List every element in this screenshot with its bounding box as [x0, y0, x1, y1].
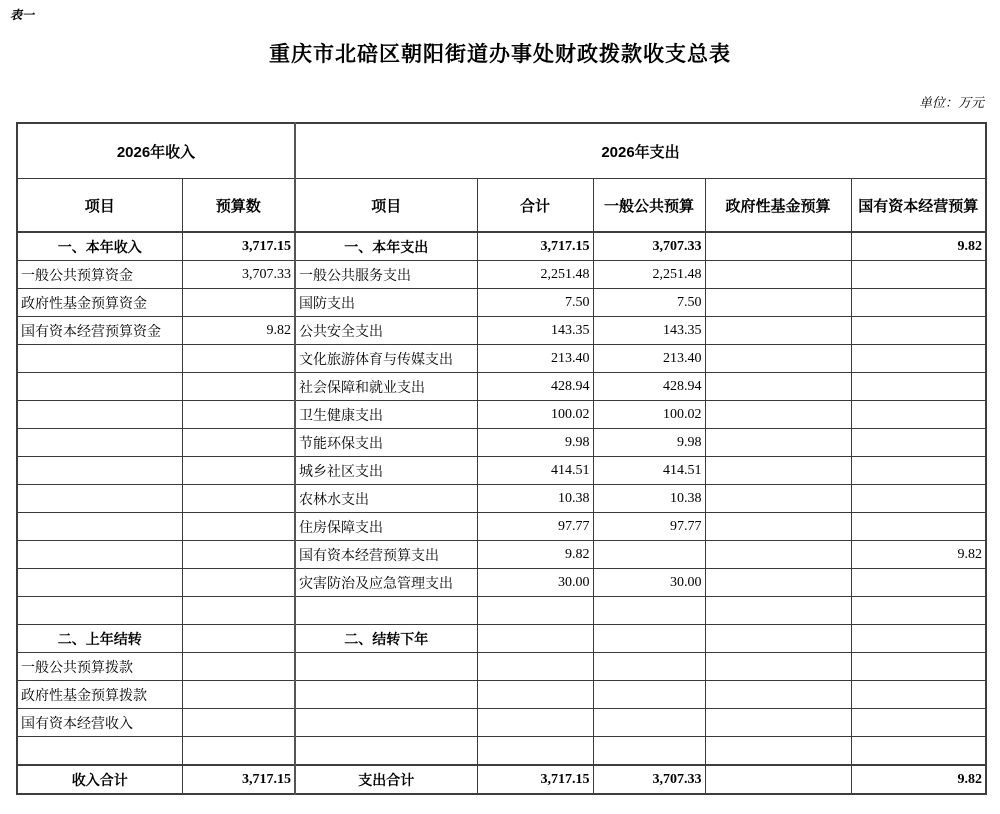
value-cell	[705, 541, 851, 569]
value-cell: 414.51	[593, 457, 705, 485]
table-row	[17, 232, 986, 261]
item-cell: 灾害防治及应急管理支出	[295, 569, 477, 597]
value-cell	[477, 681, 593, 709]
value-cell	[851, 681, 986, 709]
value-cell: 9.82	[851, 232, 986, 261]
value-cell	[182, 625, 295, 653]
value-cell	[593, 737, 705, 766]
value-cell: 3,717.15	[477, 765, 593, 794]
table-row	[17, 317, 986, 345]
table-row	[17, 569, 986, 597]
value-cell: 100.02	[593, 401, 705, 429]
header-row-columns	[17, 179, 986, 233]
value-cell	[477, 709, 593, 737]
item-cell: 政府性基金预算拨款	[17, 681, 182, 709]
value-cell: 9.82	[851, 541, 986, 569]
value-cell	[705, 232, 851, 261]
value-cell: 428.94	[477, 373, 593, 401]
value-cell	[182, 541, 295, 569]
value-cell: 9.98	[593, 429, 705, 457]
value-cell	[182, 289, 295, 317]
table-row	[17, 597, 986, 625]
value-cell: 7.50	[477, 289, 593, 317]
item-cell: 收入合计	[17, 765, 182, 794]
value-cell	[705, 681, 851, 709]
table-header	[17, 123, 986, 232]
item-cell: 国有资本经营预算资金	[17, 317, 182, 345]
item-cell: 城乡社区支出	[295, 457, 477, 485]
value-cell: 2,251.48	[593, 261, 705, 289]
value-cell	[705, 709, 851, 737]
item-cell	[17, 597, 182, 625]
value-cell	[182, 345, 295, 373]
value-cell: 3,707.33	[593, 232, 705, 261]
value-cell: 3,707.33	[593, 765, 705, 794]
value-cell	[182, 597, 295, 625]
value-cell	[182, 457, 295, 485]
expense-group-header: 2026年支出	[295, 123, 986, 179]
value-cell	[705, 485, 851, 513]
item-cell: 二、上年结转	[17, 625, 182, 653]
value-cell: 3,717.15	[182, 765, 295, 794]
item-cell: 文化旅游体育与传媒支出	[295, 345, 477, 373]
value-cell	[182, 401, 295, 429]
value-cell	[851, 289, 986, 317]
table-row	[17, 541, 986, 569]
value-cell: 7.50	[593, 289, 705, 317]
item-cell: 一、本年收入	[17, 232, 182, 261]
value-cell: 213.40	[593, 345, 705, 373]
item-cell	[17, 429, 182, 457]
table-row	[17, 653, 986, 681]
value-cell: 10.38	[477, 485, 593, 513]
value-cell	[182, 569, 295, 597]
item-cell	[295, 709, 477, 737]
value-cell: 9.82	[477, 541, 593, 569]
item-cell: 节能环保支出	[295, 429, 477, 457]
item-cell	[17, 345, 182, 373]
value-cell	[851, 261, 986, 289]
value-cell: 3,707.33	[182, 261, 295, 289]
item-cell: 政府性基金预算资金	[17, 289, 182, 317]
value-cell	[705, 457, 851, 485]
value-cell	[851, 513, 986, 541]
value-cell	[851, 485, 986, 513]
value-cell	[705, 401, 851, 429]
value-cell	[705, 653, 851, 681]
table-row	[17, 345, 986, 373]
value-cell	[851, 373, 986, 401]
page-title: 重庆市北碚区朝阳街道办事处财政拨款收支总表	[269, 43, 731, 66]
table-row	[17, 625, 986, 653]
value-cell	[705, 513, 851, 541]
value-cell	[477, 737, 593, 766]
item-cell: 农林水支出	[295, 485, 477, 513]
value-cell: 97.77	[593, 513, 705, 541]
value-cell	[851, 653, 986, 681]
item-cell: 卫生健康支出	[295, 401, 477, 429]
item-cell	[295, 681, 477, 709]
value-cell	[705, 737, 851, 766]
value-cell: 9.98	[477, 429, 593, 457]
item-cell	[17, 457, 182, 485]
value-cell	[851, 345, 986, 373]
value-cell	[851, 429, 986, 457]
value-cell	[182, 429, 295, 457]
value-cell: 9.82	[182, 317, 295, 345]
value-cell: 10.38	[593, 485, 705, 513]
value-cell	[705, 373, 851, 401]
item-cell: 一、本年支出	[295, 232, 477, 261]
value-cell	[705, 765, 851, 794]
item-cell	[17, 737, 182, 766]
value-cell	[182, 485, 295, 513]
table-row	[17, 401, 986, 429]
value-cell	[182, 709, 295, 737]
value-cell	[477, 625, 593, 653]
item-cell: 公共安全支出	[295, 317, 477, 345]
value-cell	[851, 737, 986, 766]
value-cell	[851, 597, 986, 625]
value-cell	[593, 709, 705, 737]
item-cell	[17, 569, 182, 597]
value-cell: 213.40	[477, 345, 593, 373]
value-cell	[182, 373, 295, 401]
value-cell: 3,717.15	[182, 232, 295, 261]
value-cell	[182, 513, 295, 541]
value-cell: 100.02	[477, 401, 593, 429]
value-cell	[593, 653, 705, 681]
value-cell	[851, 625, 986, 653]
item-cell	[17, 485, 182, 513]
item-cell: 一般公共预算拨款	[17, 653, 182, 681]
budget-summary-table	[16, 122, 987, 795]
col-header-budget-amount: 预算数	[182, 179, 295, 233]
value-cell: 30.00	[593, 569, 705, 597]
table-row	[17, 765, 986, 794]
value-cell: 30.00	[477, 569, 593, 597]
value-cell: 3,717.15	[477, 232, 593, 261]
value-cell	[705, 569, 851, 597]
value-cell	[182, 737, 295, 766]
income-group-header: 2026年收入	[17, 123, 295, 179]
table-row	[17, 373, 986, 401]
value-cell	[851, 709, 986, 737]
item-cell: 一般公共服务支出	[295, 261, 477, 289]
item-cell: 二、结转下年	[295, 625, 477, 653]
value-cell: 143.35	[593, 317, 705, 345]
value-cell: 2,251.48	[477, 261, 593, 289]
value-cell	[182, 653, 295, 681]
item-cell: 国防支出	[295, 289, 477, 317]
item-cell	[17, 401, 182, 429]
col-header-income-item: 项目	[17, 179, 182, 233]
col-header-state-capital-budget: 国有资本经营预算	[851, 179, 986, 233]
col-header-total: 合计	[477, 179, 593, 233]
table-row	[17, 289, 986, 317]
value-cell	[593, 681, 705, 709]
value-cell	[705, 597, 851, 625]
value-cell	[593, 625, 705, 653]
unit-note: 单位：万元	[918, 96, 984, 111]
value-cell: 9.82	[851, 765, 986, 794]
value-cell	[851, 401, 986, 429]
value-cell	[851, 457, 986, 485]
item-cell: 国有资本经营收入	[17, 709, 182, 737]
item-cell: 国有资本经营预算支出	[295, 541, 477, 569]
value-cell	[705, 345, 851, 373]
table-row	[17, 261, 986, 289]
item-cell	[295, 653, 477, 681]
col-header-general-public-budget: 一般公共预算	[593, 179, 705, 233]
value-cell	[477, 597, 593, 625]
item-cell: 社会保障和就业支出	[295, 373, 477, 401]
value-cell	[477, 653, 593, 681]
value-cell: 428.94	[593, 373, 705, 401]
table-row	[17, 513, 986, 541]
value-cell	[705, 429, 851, 457]
item-cell	[295, 737, 477, 766]
value-cell	[705, 317, 851, 345]
table-number-label: 表一	[10, 8, 35, 22]
item-cell: 支出合计	[295, 765, 477, 794]
value-cell	[705, 289, 851, 317]
table-row	[17, 457, 986, 485]
table-row	[17, 429, 986, 457]
value-cell	[705, 261, 851, 289]
value-cell	[593, 541, 705, 569]
table-row	[17, 737, 986, 766]
item-cell	[17, 373, 182, 401]
value-cell: 97.77	[477, 513, 593, 541]
table-row	[17, 709, 986, 737]
value-cell	[182, 681, 295, 709]
value-cell	[851, 317, 986, 345]
col-header-expense-item: 项目	[295, 179, 477, 233]
item-cell	[17, 541, 182, 569]
item-cell	[295, 597, 477, 625]
item-cell	[17, 513, 182, 541]
value-cell: 414.51	[477, 457, 593, 485]
table-body	[17, 232, 986, 794]
item-cell: 住房保障支出	[295, 513, 477, 541]
value-cell	[593, 597, 705, 625]
value-cell	[851, 569, 986, 597]
value-cell: 143.35	[477, 317, 593, 345]
table-row	[17, 485, 986, 513]
item-cell: 一般公共预算资金	[17, 261, 182, 289]
header-row-groups	[17, 123, 986, 179]
col-header-govt-fund-budget: 政府性基金预算	[705, 179, 851, 233]
table-row	[17, 681, 986, 709]
value-cell	[705, 625, 851, 653]
